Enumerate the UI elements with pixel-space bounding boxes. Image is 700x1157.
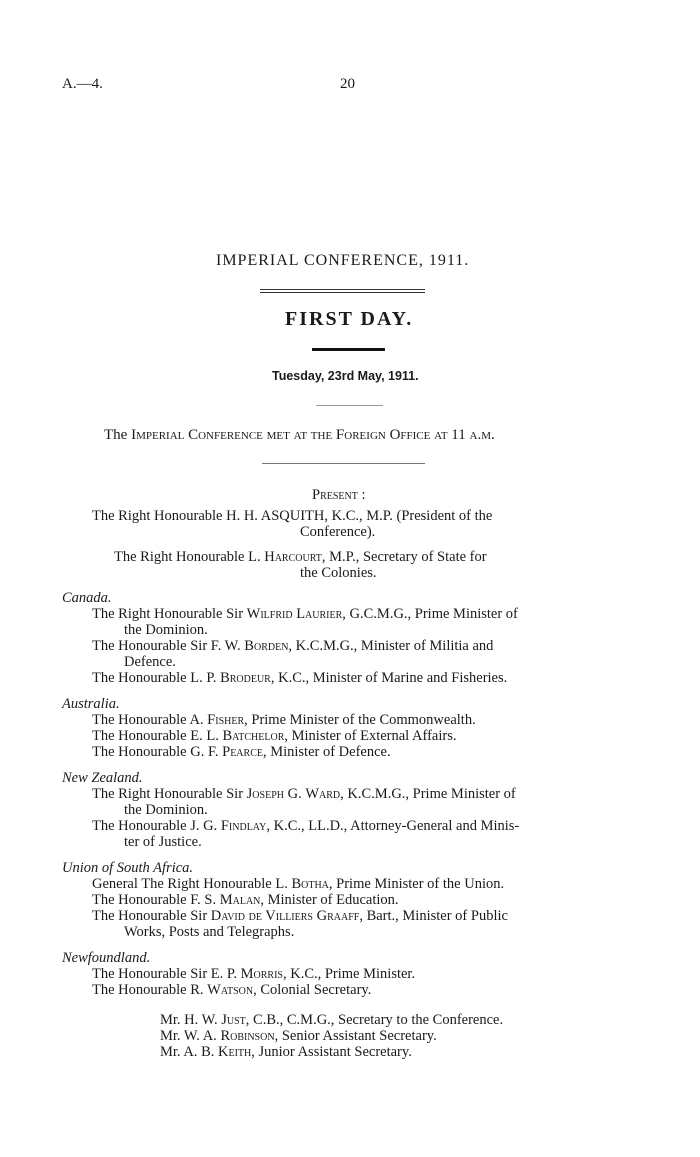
title-rule-double	[260, 289, 425, 290]
text: The Honourable E. L.	[92, 728, 223, 744]
text: , Minister of Defence.	[262, 744, 391, 760]
surname: Wilfrid Laurier	[246, 606, 343, 622]
secretariat-1	[160, 1012, 503, 1028]
nf-member-2	[92, 982, 371, 998]
text: , K.C., Minister of Marine and Fisheries.	[270, 670, 508, 686]
canada-member-3	[92, 670, 507, 686]
surname: Just	[221, 1012, 246, 1028]
text: , K.C.M.G., Prime Minister of	[340, 786, 516, 802]
date-rule	[316, 405, 383, 406]
president-line-1: The Right Honourable H. H. ASQUITH, K.C., M.P. (President of the	[92, 508, 493, 524]
colonial-secretary-line-1	[114, 549, 487, 565]
day-rule	[312, 348, 385, 351]
text: , C.B., C.M.G., Secretary to the Conference.	[245, 1012, 504, 1028]
nz-member-2-cont: ter of Justice.	[124, 834, 202, 850]
text: General The Right Honourable L.	[92, 876, 292, 892]
text: , G.C.M.G., Prime Minister of	[342, 606, 518, 622]
secretariat-3	[160, 1044, 412, 1060]
text: , Senior Assistant Secretary.	[274, 1028, 437, 1044]
text: , Bart., Minister of Public	[359, 908, 508, 924]
section-south-africa: Union of South Africa.	[62, 860, 194, 876]
text: The Right Honourable Sir	[92, 606, 247, 622]
surname: Botha	[291, 876, 329, 892]
text: , K.C.M.G., Minister of Militia and	[288, 638, 494, 654]
president-line-2: Conference).	[300, 524, 376, 540]
text: The Honourable L. P.	[92, 670, 221, 686]
text: , Prime Minister of the Union.	[328, 876, 505, 892]
surname: Harcourt	[264, 549, 322, 565]
text: The Honourable Sir E. P.	[92, 966, 241, 982]
australia-member-1	[92, 712, 476, 728]
page-reference: A.—4.	[62, 76, 103, 92]
section-australia: Australia.	[62, 696, 120, 712]
nz-member-2	[92, 818, 519, 834]
page-number: 20	[340, 76, 355, 92]
section-new-zealand: New Zealand.	[62, 770, 143, 786]
canada-member-2	[92, 638, 493, 654]
title-rule-double-2	[260, 292, 425, 293]
text: Mr. A. B.	[160, 1044, 219, 1060]
conference-title: IMPERIAL CONFERENCE, 1911.	[216, 252, 470, 269]
text: The Right Honourable Sir	[92, 786, 247, 802]
opening-statement	[104, 427, 495, 443]
australia-member-3	[92, 744, 391, 760]
opening-pre: The	[104, 427, 132, 443]
surname: Ward	[305, 786, 341, 802]
surname: Brodeur	[220, 670, 271, 686]
text: Mr. H. W.	[160, 1012, 222, 1028]
section-canada: Canada.	[62, 590, 112, 606]
secretariat-2	[160, 1028, 437, 1044]
sa-member-2	[92, 892, 399, 908]
text: , Colonial Secretary.	[253, 982, 372, 998]
surname: Morris	[240, 966, 283, 982]
sa-member-1	[92, 876, 504, 892]
text: The Honourable J. G.	[92, 818, 221, 834]
canada-member-1	[92, 606, 518, 622]
colonial-secretary-line-2: the Colonies.	[300, 565, 377, 581]
surname: Findlay	[220, 818, 267, 834]
text: , Minister of Education.	[260, 892, 399, 908]
opening-body: Imperial Conference met at the Foreign Office at 11 a.m.	[131, 427, 495, 443]
surname: Robinson	[220, 1028, 275, 1044]
text: The Honourable A.	[92, 712, 208, 728]
text: The Honourable R.	[92, 982, 208, 998]
sa-member-3	[92, 908, 508, 924]
text: The Honourable Sir F. W.	[92, 638, 245, 654]
text: , K.C., Prime Minister.	[282, 966, 416, 982]
text: The Right Honourable L.	[114, 549, 265, 565]
forename: Joseph	[246, 786, 284, 802]
surname: Malan	[219, 892, 261, 908]
section-newfoundland: Newfoundland.	[62, 950, 151, 966]
meeting-date: Tuesday, 23rd May, 1911.	[272, 369, 419, 383]
nz-member-1-cont: the Dominion.	[124, 802, 208, 818]
text: , K.C., LL.D., Attorney-General and Minis-	[266, 818, 520, 834]
text: G.	[283, 786, 306, 802]
surname: Watson	[207, 982, 254, 998]
surname: Batchelor	[222, 728, 285, 744]
sa-member-3-cont: Works, Posts and Telegraphs.	[124, 924, 295, 940]
text: The Honourable Sir	[92, 908, 211, 924]
canada-member-1-cont: the Dominion.	[124, 622, 208, 638]
nf-member-1	[92, 966, 415, 982]
text: , Junior Assistant Secretary.	[251, 1044, 412, 1060]
text: , M.P., Secretary of State for	[321, 549, 487, 565]
surname: David de Villiers Graaff	[210, 908, 360, 924]
day-heading: FIRST DAY.	[285, 308, 414, 330]
australia-member-2	[92, 728, 456, 744]
surname: Borden	[244, 638, 289, 654]
present-heading: Present :	[312, 487, 366, 503]
canada-member-2-cont: Defence.	[124, 654, 176, 670]
text: , Minister of External Affairs.	[284, 728, 457, 744]
surname: Keith	[218, 1044, 252, 1060]
surname: Pearce	[222, 744, 263, 760]
opening-rule	[262, 463, 425, 464]
surname: Fisher	[207, 712, 245, 728]
nz-member-1	[92, 786, 516, 802]
text: The Honourable G. F.	[92, 744, 223, 760]
text: , Prime Minister of the Commonwealth.	[244, 712, 476, 728]
text: The Honourable F. S.	[92, 892, 220, 908]
text: Mr. W. A.	[160, 1028, 221, 1044]
